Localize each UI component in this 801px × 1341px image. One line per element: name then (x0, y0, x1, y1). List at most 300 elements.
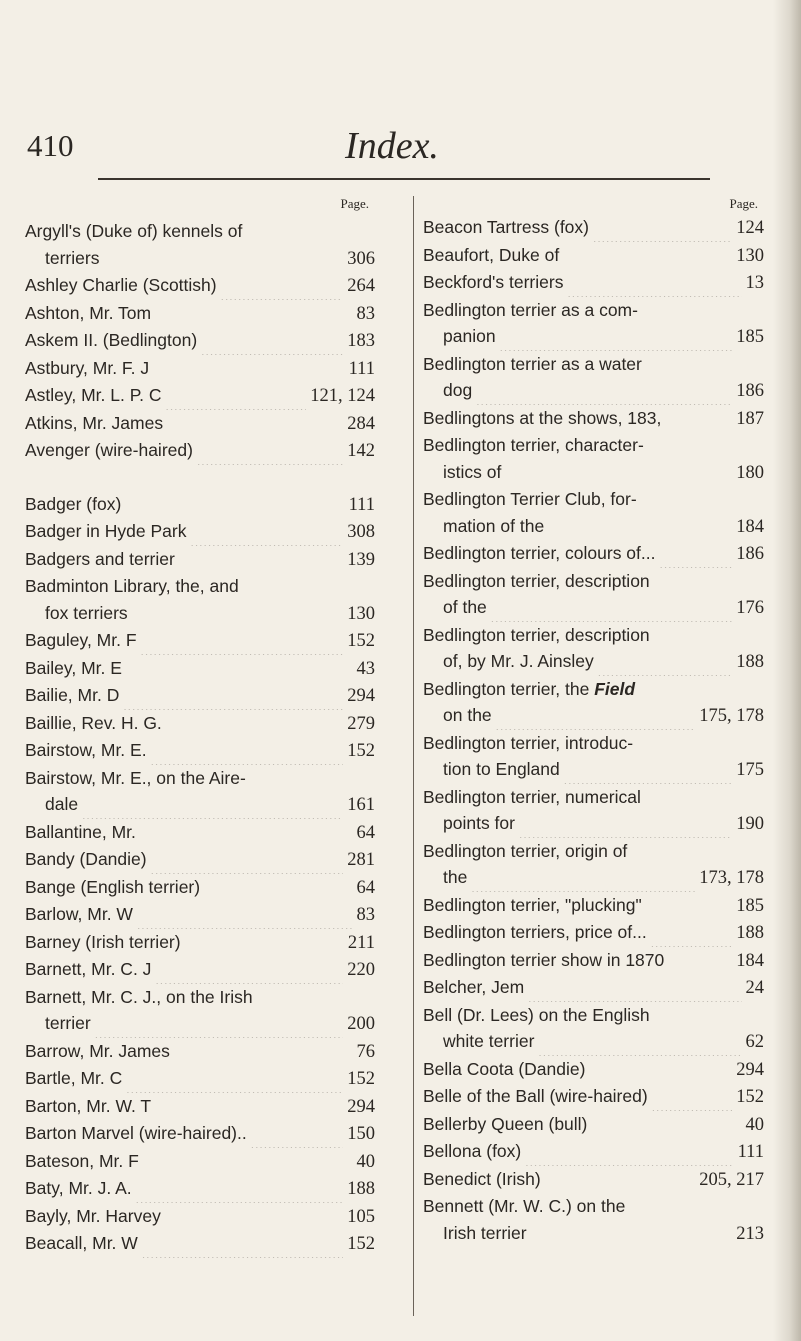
entry-text: Barton Marvel (wire-haired).. (25, 1123, 247, 1143)
entry-line (25, 437, 375, 465)
page-reference: 139 (347, 549, 375, 570)
index-entry (25, 984, 375, 1038)
dot-leader (151, 856, 344, 874)
entry-continuation (423, 810, 764, 838)
entry-text: Baguley, Mr. F (25, 630, 137, 650)
page-reference: 176 (736, 598, 764, 618)
entry-text: Belle of the Ball (wire-haired) (423, 1086, 648, 1106)
page-reference: 211 (347, 932, 375, 953)
entry-text: Bayly, Mr. Harvey (25, 1205, 161, 1226)
entry-text: panion (443, 326, 496, 346)
entry-continuation (423, 864, 764, 892)
entry-text: Bennett (Mr. W. C.) on the (423, 1196, 626, 1216)
dot-leader (165, 392, 306, 410)
dot-leader (165, 1213, 343, 1231)
entry-text: Bairstow, Mr. E. (25, 740, 147, 760)
page-reference: 186 (736, 544, 764, 564)
page-reference: 188 (736, 923, 764, 943)
entry-text: Bedlington terrier as a com- (423, 299, 638, 320)
entry-line (25, 874, 375, 902)
entry-line (423, 1166, 764, 1194)
dot-leader (126, 1075, 343, 1093)
entry-text: Beacon Tartress (fox) (423, 217, 589, 237)
index-entry (25, 956, 375, 984)
entry-continuation (25, 1010, 375, 1038)
page-reference: 186 (736, 381, 764, 401)
entry-line (25, 1065, 375, 1093)
page-number: 410 (27, 128, 74, 163)
entry-line (25, 984, 375, 1011)
page-reference: 76 (356, 1041, 375, 1062)
entry-line (25, 1203, 375, 1231)
entry-text: Badminton Library, the, and (25, 576, 239, 596)
page-reference: 205, 217 (699, 1169, 764, 1190)
index-entry (423, 351, 764, 405)
entry-line (25, 1230, 375, 1258)
dot-leader (132, 610, 344, 628)
index-entry (25, 1175, 375, 1203)
page-reference: 152 (347, 741, 375, 761)
entry-text: Benedict (Irish) (423, 1168, 541, 1189)
index-entry (423, 974, 764, 1002)
dot-leader (204, 884, 352, 902)
index-entry (25, 327, 375, 355)
entry-line (423, 622, 764, 649)
entry-line (25, 1038, 375, 1066)
page-reference: 200 (347, 1014, 375, 1034)
entry-line (423, 242, 764, 270)
entry-continuation (25, 245, 375, 273)
entry-continuation (423, 648, 764, 676)
index-entry (423, 919, 764, 947)
entry-text: Askem II. (Bedlington) (25, 330, 198, 350)
index-entry (25, 874, 375, 902)
section-gap (25, 465, 375, 491)
index-entry (423, 269, 764, 297)
dot-leader (519, 820, 732, 838)
entry-text: Barrow, Mr. James (25, 1040, 170, 1061)
page-reference: 64 (356, 822, 375, 843)
running-title: Index. (345, 125, 439, 167)
index-entry (423, 1111, 764, 1139)
page-reference: 83 (356, 905, 375, 925)
dot-leader (142, 1240, 343, 1258)
entry-text: Bedlington terriers, price of... (423, 922, 647, 942)
entry-text: Barton, Mr. W. T (25, 1095, 152, 1116)
index-entry (25, 272, 375, 300)
dot-leader (140, 829, 353, 847)
dot-leader (174, 1048, 353, 1066)
entry-line (423, 838, 764, 865)
index-entry (423, 947, 764, 975)
entry-line (25, 627, 375, 655)
dot-leader (538, 1038, 741, 1056)
dot-leader (82, 801, 343, 819)
index-entry (423, 405, 764, 433)
entry-text: Bange (English terrier) (25, 876, 201, 897)
dot-leader (505, 469, 732, 487)
entry-text: Bartle, Mr. C (25, 1068, 123, 1088)
entry-line (423, 892, 764, 920)
entry-text: the (443, 867, 468, 887)
entry-line (25, 1120, 375, 1148)
entry-line (25, 410, 375, 438)
index-entry (25, 1038, 375, 1066)
dot-leader (201, 337, 343, 355)
entry-text: fox terriers (45, 602, 128, 623)
entry-continuation (423, 702, 764, 730)
entry-line (423, 405, 764, 433)
entry-continuation (423, 323, 764, 351)
dot-leader (221, 282, 344, 300)
index-entry (25, 737, 375, 765)
entry-text: of the (443, 597, 487, 617)
dot-leader (166, 720, 343, 738)
entry-line (423, 1002, 764, 1029)
entry-text: mation of the (443, 515, 545, 536)
entry-text: Astbury, Mr. F. J (25, 357, 150, 378)
entry-text: Argyll's (Duke of) kennels of (25, 221, 243, 241)
entry-line (25, 218, 375, 245)
page-reference: 180 (736, 462, 764, 483)
dot-leader (137, 911, 353, 929)
dot-leader (563, 252, 732, 270)
entry-line (25, 1148, 375, 1176)
entry-continuation (25, 791, 375, 819)
page-reference: 190 (736, 814, 764, 834)
entry-text: Bedlington terrier, the Field (423, 678, 636, 699)
index-entry (423, 432, 764, 486)
entry-text: Bell (Dr. Lees) on the English (423, 1004, 650, 1025)
page-reference: 183 (347, 331, 375, 351)
entry-line (25, 1093, 375, 1121)
entry-line (423, 676, 764, 703)
index-entry (423, 730, 764, 784)
entry-text: on the (443, 705, 492, 725)
index-entry (25, 929, 375, 957)
dot-leader (591, 1121, 741, 1139)
index-entry (423, 784, 764, 838)
entry-line (25, 819, 375, 847)
index-entry (423, 242, 764, 270)
dot-leader (476, 387, 732, 405)
entry-text: istics of (443, 461, 502, 482)
entry-line (25, 327, 375, 355)
index-column-left (25, 196, 375, 1258)
entry-text: white terrier (443, 1031, 535, 1051)
page-reference: 124 (736, 218, 764, 238)
entry-text: dale (45, 794, 79, 814)
index-entry (423, 297, 764, 351)
index-entry (25, 437, 375, 465)
page-reference: 294 (736, 1059, 764, 1080)
page-reference: 264 (347, 276, 375, 296)
index-entry (25, 1120, 375, 1148)
dot-leader (652, 1093, 733, 1111)
entry-text: Bedlingtons at the shows, 183, (423, 407, 662, 428)
index-entry (423, 1056, 764, 1084)
page-reference: 152 (736, 1087, 764, 1107)
dot-leader (531, 1230, 733, 1248)
entry-text: Baillie, Rev. H. G. (25, 712, 162, 733)
entry-line (423, 297, 764, 324)
page-reference: 188 (736, 652, 764, 672)
index-entry (423, 622, 764, 676)
page-reference: 294 (347, 1096, 375, 1117)
page-reference: 105 (347, 1206, 375, 1227)
index-entry (25, 546, 375, 574)
dot-leader (126, 665, 353, 683)
index-entry (423, 1002, 764, 1056)
entry-text: Bedlington terrier, "plucking" (423, 894, 642, 915)
dot-leader (525, 1148, 733, 1166)
page-reference: 175 (736, 760, 764, 780)
page-reference: 152 (347, 1234, 375, 1254)
dot-leader (143, 1158, 353, 1176)
index-entry (25, 710, 375, 738)
index-entry (25, 300, 375, 328)
page-reference: 175, 178 (699, 706, 764, 726)
dot-leader (95, 1020, 344, 1038)
entry-line (25, 382, 375, 410)
index-entry (25, 1230, 375, 1258)
page-reference: 279 (347, 713, 375, 734)
page-reference: 64 (356, 877, 375, 898)
entry-text: Bedlington terrier as a water (423, 353, 642, 374)
dot-leader (665, 415, 732, 433)
entry-text: Barnett, Mr. C. J., on the Irish (25, 986, 253, 1007)
page-reference: 187 (736, 408, 764, 429)
entry-text: Ashton, Mr. Tom (25, 302, 152, 323)
dot-leader (593, 224, 732, 242)
entry-text: Atkins, Mr. James (25, 412, 164, 433)
entry-text: Beckford's terriers (423, 272, 564, 292)
dot-leader (251, 1130, 344, 1148)
entry-continuation (423, 756, 764, 784)
dot-leader (548, 523, 732, 541)
entry-text: Bedlington terrier, character- (423, 435, 644, 455)
index-entry (25, 382, 375, 410)
entry-text: Barnett, Mr. C. J (25, 959, 152, 979)
entry-text: Bairstow, Mr. E., on the Aire- (25, 767, 246, 788)
entry-text: Bedlington terrier, numerical (423, 786, 641, 807)
page-reference: 24 (745, 978, 764, 998)
entry-line (25, 272, 375, 300)
dot-leader (155, 310, 352, 328)
entry-line (25, 355, 375, 383)
entry-text: dog (443, 380, 473, 400)
entry-line (25, 682, 375, 710)
dot-leader (155, 966, 343, 984)
header-rule (98, 178, 710, 180)
index-entry (25, 355, 375, 383)
index-entry (25, 573, 375, 627)
index-entry (25, 1093, 375, 1121)
entry-continuation (423, 1220, 764, 1248)
dot-leader (496, 712, 696, 730)
index-entry (25, 819, 375, 847)
entry-line (25, 737, 375, 765)
index-entry (423, 540, 764, 568)
entry-text: Bedlington terrier, introduc- (423, 732, 634, 753)
index-entry (423, 1138, 764, 1166)
page-reference: 220 (347, 960, 375, 980)
dot-leader (564, 766, 732, 784)
entry-line (423, 568, 764, 595)
dot-leader (151, 747, 344, 765)
entry-text: Barney (Irish terrier) (25, 931, 181, 952)
entry-text: Bedlington terrier, colours of... (423, 543, 656, 563)
index-entry (25, 1148, 375, 1176)
dot-leader (659, 550, 732, 568)
index-entry (25, 627, 375, 655)
entry-text: Badger (fox) (25, 493, 122, 514)
entry-text: Barlow, Mr. W (25, 904, 133, 924)
index-entry (423, 486, 764, 540)
page-edge-shadow (773, 0, 801, 1341)
entry-line (423, 540, 764, 568)
entry-line (25, 956, 375, 984)
index-entry (423, 676, 764, 730)
entry-italic: Field (594, 678, 636, 699)
index-entry (25, 765, 375, 819)
entry-continuation (25, 600, 375, 628)
entry-text: Bedlington terrier show in 1870 (423, 949, 665, 970)
entry-line (25, 491, 375, 519)
entry-text: Bedlington terrier, description (423, 624, 650, 645)
page-reference: 281 (347, 850, 375, 870)
page-reference: 213 (736, 1223, 764, 1244)
dot-leader (651, 929, 733, 947)
page-reference: 130 (347, 603, 375, 624)
entry-text: Badgers and terrier (25, 548, 175, 569)
entry-text: Avenger (wire-haired) (25, 440, 193, 460)
page-reference: 308 (347, 522, 375, 542)
dot-leader (589, 1066, 732, 1084)
entry-text: Belcher, Jem (423, 977, 525, 997)
entry-text: Ashley Charlie (Scottish) (25, 275, 217, 295)
index-entry (25, 846, 375, 874)
entry-line (423, 1083, 764, 1111)
entry-line (423, 730, 764, 757)
index-entries (423, 214, 764, 1247)
entry-line (25, 1175, 375, 1203)
dot-leader (646, 902, 733, 920)
dot-leader (141, 637, 344, 655)
dot-leader (528, 984, 741, 1002)
dot-leader (155, 1103, 343, 1121)
page-reference: 40 (745, 1114, 764, 1135)
page-header (27, 120, 757, 170)
index-entry (25, 491, 375, 519)
page-reference: 43 (356, 658, 375, 679)
page-reference: 150 (347, 1124, 375, 1144)
page-reference: 40 (356, 1151, 375, 1172)
page-reference: 161 (347, 795, 375, 815)
page-reference: 173, 178 (699, 868, 764, 888)
entry-line (423, 214, 764, 242)
entry-line (25, 655, 375, 683)
entry-line (423, 947, 764, 975)
dot-leader (500, 333, 733, 351)
entry-line (423, 269, 764, 297)
entry-line (25, 710, 375, 738)
index-entry (423, 568, 764, 622)
entry-text: Bellona (fox) (423, 1141, 522, 1161)
page-reference: 185 (736, 327, 764, 347)
index-entry (423, 214, 764, 242)
page-reference: 284 (347, 413, 375, 434)
page-reference: 294 (347, 686, 375, 706)
entry-continuation (423, 594, 764, 622)
page-reference: 152 (347, 631, 375, 651)
index-entry (25, 1065, 375, 1093)
entry-line (25, 518, 375, 546)
entry-line (423, 1111, 764, 1139)
entry-line (423, 1056, 764, 1084)
index-entry (25, 410, 375, 438)
entry-line (25, 929, 375, 957)
index-entry (25, 1203, 375, 1231)
entry-text: Irish terrier (443, 1222, 527, 1243)
page-reference: 142 (347, 441, 375, 461)
entry-line (423, 486, 764, 513)
dot-leader (136, 1185, 344, 1203)
page-reference: 121, 124 (310, 386, 375, 406)
dot-leader (153, 365, 344, 383)
entry-text: Bandy (Dandie) (25, 849, 147, 869)
entry-line (423, 974, 764, 1002)
entry-line (423, 1138, 764, 1166)
page-reference: 184 (736, 516, 764, 537)
dot-leader (125, 501, 344, 519)
dot-leader (545, 1176, 696, 1194)
entry-text: Beaufort, Duke of (423, 244, 560, 265)
index-entry (423, 838, 764, 892)
entry-text: terriers (45, 247, 100, 268)
entry-line (25, 300, 375, 328)
dot-leader (491, 604, 732, 622)
entry-line (25, 765, 375, 792)
entry-line (423, 784, 764, 811)
entry-line (25, 546, 375, 574)
entry-text: points for (443, 813, 515, 833)
entry-text: Bedlington terrier, origin of (423, 840, 628, 861)
index-column-right (423, 196, 764, 1247)
entry-continuation (423, 513, 764, 541)
page-column-heading: Page. (729, 196, 758, 211)
entry-text: of, by Mr. J. Ainsley (443, 651, 594, 671)
index-entry (25, 655, 375, 683)
page-column-heading: Page. (340, 196, 369, 211)
entry-text: Baty, Mr. J. A. (25, 1178, 132, 1198)
page-reference: 111 (348, 494, 375, 515)
page-reference: 111 (348, 358, 375, 379)
index-entry (25, 518, 375, 546)
dot-leader (185, 939, 344, 957)
page-reference: 62 (745, 1032, 764, 1052)
entry-text: Badger in Hyde Park (25, 521, 187, 541)
dot-leader (103, 255, 343, 273)
entry-line (423, 432, 764, 459)
page-reference: 83 (356, 303, 375, 324)
dot-leader (567, 279, 741, 297)
entry-continuation (423, 377, 764, 405)
index-entry (423, 1166, 764, 1194)
index-entry (25, 901, 375, 929)
dot-leader (190, 528, 343, 546)
dot-leader (123, 692, 343, 710)
